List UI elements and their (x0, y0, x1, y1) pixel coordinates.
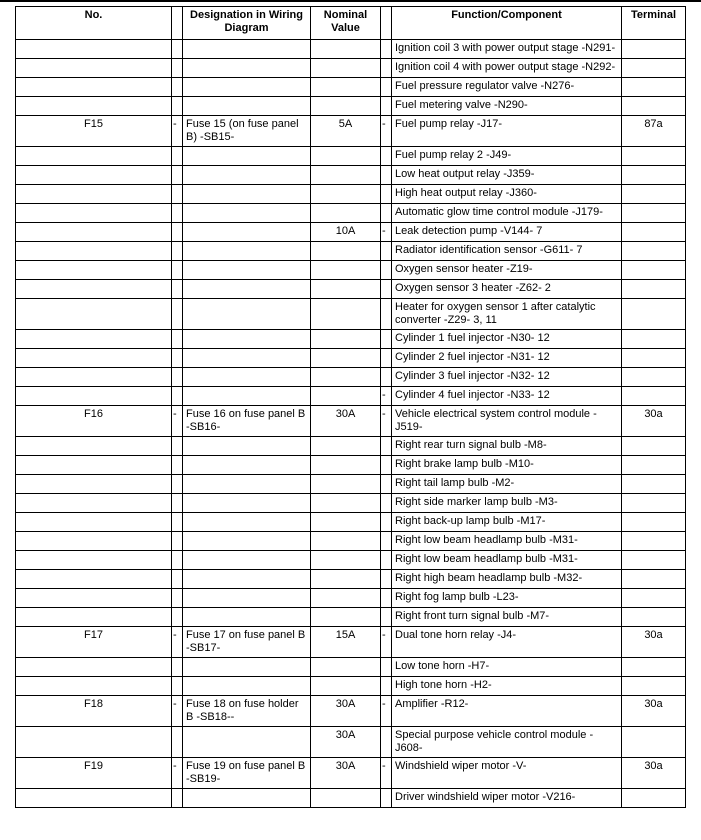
header-terminal: Terminal (622, 7, 686, 40)
cell-nominal-value (311, 513, 381, 532)
header-nominal-value: Nominal Value (311, 7, 381, 40)
cell-dash-1 (172, 608, 183, 627)
cell-nominal-value (311, 658, 381, 677)
cell-dash-1 (172, 299, 183, 330)
table-row (16, 456, 686, 475)
cell-function: High tone horn -H2- (392, 677, 622, 696)
cell-function: Oxygen sensor heater -Z19- (392, 261, 622, 280)
cell-terminal (622, 551, 686, 570)
cell-dash-2 (381, 475, 392, 494)
cell-function: Windshield wiper motor -V- (392, 758, 622, 789)
cell-no (16, 608, 172, 627)
cell-terminal (622, 299, 686, 330)
cell-no: F19 (16, 758, 172, 789)
cell-function: Right front turn signal bulb -M7- (392, 608, 622, 627)
cell-function: Right side marker lamp bulb -M3- (392, 494, 622, 513)
cell-dash-2 (381, 727, 392, 758)
table-row (16, 532, 686, 551)
cell-terminal (622, 789, 686, 808)
cell-dash-1 (172, 368, 183, 387)
cell-dash-1 (172, 330, 183, 349)
cell-dash-2 (381, 330, 392, 349)
cell-dash-2 (381, 147, 392, 166)
cell-nominal-value (311, 97, 381, 116)
table-row (16, 696, 686, 727)
cell-no (16, 658, 172, 677)
cell-no (16, 242, 172, 261)
table-body (16, 40, 686, 808)
cell-terminal (622, 475, 686, 494)
cell-function: Dual tone horn relay -J4- (392, 627, 622, 658)
cell-dash-1 (172, 59, 183, 78)
cell-nominal-value (311, 570, 381, 589)
cell-no: F18 (16, 696, 172, 727)
cell-function: Cylinder 3 fuel injector -N32- 12 (392, 368, 622, 387)
cell-nominal-value: 5A (311, 116, 381, 147)
cell-dash-2: - (381, 627, 392, 658)
header-designation: Designation in Wiring Diagram (183, 7, 311, 40)
cell-dash-2 (381, 437, 392, 456)
cell-terminal (622, 223, 686, 242)
cell-designation (183, 223, 311, 242)
cell-terminal (622, 59, 686, 78)
table-row (16, 758, 686, 789)
cell-terminal: 30a (622, 406, 686, 437)
cell-function: Fuel pressure regulator valve -N276- (392, 78, 622, 97)
cell-designation (183, 204, 311, 223)
cell-function: Cylinder 4 fuel injector -N33- 12 (392, 387, 622, 406)
cell-terminal (622, 727, 686, 758)
cell-dash-1 (172, 387, 183, 406)
cell-dash-1 (172, 570, 183, 589)
cell-terminal (622, 349, 686, 368)
table-row (16, 608, 686, 627)
table-row (16, 406, 686, 437)
header-no: No. (16, 7, 172, 40)
cell-terminal (622, 242, 686, 261)
cell-dash-2: - (381, 387, 392, 406)
cell-terminal (622, 204, 686, 223)
cell-function: Special purpose vehicle control module -J608- (392, 727, 622, 758)
cell-no (16, 261, 172, 280)
table-row (16, 789, 686, 808)
cell-terminal (622, 456, 686, 475)
cell-dash-2 (381, 59, 392, 78)
cell-nominal-value (311, 475, 381, 494)
cell-terminal (622, 532, 686, 551)
cell-designation: Fuse 18 on fuse holder B -SB18-- (183, 696, 311, 727)
top-rule (0, 0, 701, 2)
cell-no (16, 223, 172, 242)
table-row (16, 475, 686, 494)
cell-no (16, 40, 172, 59)
cell-nominal-value (311, 349, 381, 368)
table-row (16, 437, 686, 456)
cell-nominal-value (311, 40, 381, 59)
table-row (16, 627, 686, 658)
cell-dash-2 (381, 280, 392, 299)
cell-dash-1 (172, 456, 183, 475)
cell-dash-2 (381, 97, 392, 116)
cell-dash-2 (381, 456, 392, 475)
cell-nominal-value (311, 242, 381, 261)
cell-designation (183, 551, 311, 570)
cell-terminal (622, 166, 686, 185)
header-row (16, 7, 686, 40)
cell-dash-1 (172, 513, 183, 532)
cell-designation (183, 658, 311, 677)
cell-designation (183, 368, 311, 387)
cell-dash-2: - (381, 223, 392, 242)
cell-terminal (622, 437, 686, 456)
header-function: Function/Component (392, 7, 622, 40)
cell-nominal-value (311, 204, 381, 223)
cell-terminal: 87a (622, 116, 686, 147)
cell-nominal-value (311, 456, 381, 475)
cell-dash-1 (172, 677, 183, 696)
cell-dash-2 (381, 532, 392, 551)
cell-nominal-value (311, 280, 381, 299)
cell-dash-1 (172, 349, 183, 368)
cell-nominal-value (311, 589, 381, 608)
cell-nominal-value: 10A (311, 223, 381, 242)
cell-designation (183, 59, 311, 78)
cell-dash-1 (172, 97, 183, 116)
cell-dash-1 (172, 437, 183, 456)
cell-designation: Fuse 17 on fuse panel B -SB17- (183, 627, 311, 658)
table-row (16, 242, 686, 261)
cell-function: Oxygen sensor 3 heater -Z62- 2 (392, 280, 622, 299)
cell-dash-2 (381, 789, 392, 808)
table-row (16, 658, 686, 677)
cell-designation (183, 475, 311, 494)
cell-dash-1 (172, 589, 183, 608)
cell-nominal-value (311, 147, 381, 166)
cell-function: Right low beam headlamp bulb -M31- (392, 532, 622, 551)
cell-no (16, 532, 172, 551)
cell-dash-2 (381, 570, 392, 589)
cell-dash-1 (172, 223, 183, 242)
cell-designation (183, 608, 311, 627)
cell-designation (183, 789, 311, 808)
cell-dash-1 (172, 147, 183, 166)
cell-dash-2 (381, 185, 392, 204)
header-spacer-2 (381, 7, 392, 40)
cell-no (16, 456, 172, 475)
cell-no (16, 789, 172, 808)
cell-function: High heat output relay -J360- (392, 185, 622, 204)
cell-function: Right brake lamp bulb -M10- (392, 456, 622, 475)
cell-nominal-value (311, 387, 381, 406)
cell-no (16, 204, 172, 223)
cell-terminal (622, 513, 686, 532)
cell-function: Right tail lamp bulb -M2- (392, 475, 622, 494)
cell-dash-1 (172, 494, 183, 513)
cell-no (16, 330, 172, 349)
cell-function: Vehicle electrical system control module -J519- (392, 406, 622, 437)
cell-nominal-value (311, 677, 381, 696)
cell-dash-1 (172, 658, 183, 677)
cell-no (16, 185, 172, 204)
cell-function: Driver windshield wiper motor -V216- (392, 789, 622, 808)
cell-no (16, 147, 172, 166)
table-row (16, 513, 686, 532)
table-row (16, 204, 686, 223)
cell-designation (183, 242, 311, 261)
cell-no (16, 368, 172, 387)
cell-no: F15 (16, 116, 172, 147)
cell-designation: Fuse 19 on fuse panel B -SB19- (183, 758, 311, 789)
cell-terminal (622, 494, 686, 513)
cell-no (16, 589, 172, 608)
cell-no (16, 475, 172, 494)
cell-function: Right low beam headlamp bulb -M31- (392, 551, 622, 570)
cell-no: F17 (16, 627, 172, 658)
cell-no (16, 78, 172, 97)
cell-function: Low tone horn -H7- (392, 658, 622, 677)
cell-no (16, 387, 172, 406)
cell-dash-1 (172, 727, 183, 758)
cell-dash-1 (172, 789, 183, 808)
cell-function: Automatic glow time control module -J179- (392, 204, 622, 223)
table-row (16, 223, 686, 242)
cell-dash-2 (381, 166, 392, 185)
cell-terminal (622, 78, 686, 97)
cell-nominal-value (311, 368, 381, 387)
cell-nominal-value (311, 330, 381, 349)
cell-designation (183, 97, 311, 116)
cell-terminal: 30a (622, 627, 686, 658)
cell-no (16, 437, 172, 456)
cell-dash-2: - (381, 116, 392, 147)
cell-dash-2 (381, 40, 392, 59)
cell-terminal (622, 97, 686, 116)
cell-dash-1 (172, 280, 183, 299)
cell-terminal (622, 261, 686, 280)
cell-no (16, 494, 172, 513)
cell-nominal-value (311, 185, 381, 204)
cell-dash-1: - (172, 758, 183, 789)
cell-function: Right back-up lamp bulb -M17- (392, 513, 622, 532)
cell-dash-2 (381, 551, 392, 570)
cell-terminal (622, 387, 686, 406)
table-row (16, 59, 686, 78)
cell-no (16, 677, 172, 696)
cell-no (16, 97, 172, 116)
cell-dash-1: - (172, 116, 183, 147)
cell-no (16, 59, 172, 78)
cell-no (16, 280, 172, 299)
cell-function: Right fog lamp bulb -L23- (392, 589, 622, 608)
cell-dash-1 (172, 40, 183, 59)
cell-dash-1 (172, 166, 183, 185)
cell-dash-1 (172, 475, 183, 494)
table-row (16, 147, 686, 166)
table-row (16, 387, 686, 406)
cell-designation (183, 280, 311, 299)
cell-nominal-value: 30A (311, 727, 381, 758)
cell-no (16, 551, 172, 570)
cell-dash-2 (381, 368, 392, 387)
cell-no (16, 299, 172, 330)
cell-dash-1 (172, 78, 183, 97)
cell-terminal (622, 280, 686, 299)
cell-nominal-value (311, 532, 381, 551)
cell-dash-2 (381, 658, 392, 677)
cell-no (16, 727, 172, 758)
cell-nominal-value (311, 166, 381, 185)
cell-function: Ignition coil 4 with power output stage -N292- (392, 59, 622, 78)
cell-dash-2: - (381, 758, 392, 789)
cell-dash-1 (172, 261, 183, 280)
cell-no (16, 513, 172, 532)
cell-designation (183, 677, 311, 696)
cell-designation (183, 437, 311, 456)
cell-function: Cylinder 1 fuel injector -N30- 12 (392, 330, 622, 349)
cell-terminal (622, 330, 686, 349)
table-row (16, 589, 686, 608)
table-row (16, 280, 686, 299)
cell-dash-1 (172, 532, 183, 551)
cell-designation (183, 299, 311, 330)
header-spacer-1 (172, 7, 183, 40)
cell-dash-2 (381, 299, 392, 330)
cell-dash-2 (381, 589, 392, 608)
table-row (16, 551, 686, 570)
cell-terminal: 30a (622, 696, 686, 727)
cell-function: Cylinder 2 fuel injector -N31- 12 (392, 349, 622, 368)
cell-designation (183, 349, 311, 368)
cell-designation (183, 727, 311, 758)
table-row (16, 368, 686, 387)
cell-dash-2: - (381, 406, 392, 437)
cell-terminal (622, 40, 686, 59)
cell-nominal-value (311, 789, 381, 808)
table-row (16, 727, 686, 758)
cell-nominal-value (311, 608, 381, 627)
table-row (16, 570, 686, 589)
cell-designation (183, 513, 311, 532)
cell-designation (183, 166, 311, 185)
cell-nominal-value (311, 299, 381, 330)
cell-nominal-value: 30A (311, 696, 381, 727)
cell-no (16, 166, 172, 185)
cell-dash-2 (381, 78, 392, 97)
cell-nominal-value: 30A (311, 406, 381, 437)
cell-dash-1 (172, 242, 183, 261)
cell-designation: Fuse 16 on fuse panel B -SB16- (183, 406, 311, 437)
cell-nominal-value: 15A (311, 627, 381, 658)
cell-function: Low heat output relay -J359- (392, 166, 622, 185)
cell-terminal (622, 147, 686, 166)
cell-designation (183, 78, 311, 97)
cell-designation (183, 261, 311, 280)
cell-function: Fuel pump relay -J17- (392, 116, 622, 147)
cell-terminal (622, 368, 686, 387)
cell-terminal (622, 185, 686, 204)
cell-nominal-value (311, 78, 381, 97)
cell-dash-1: - (172, 627, 183, 658)
cell-designation (183, 494, 311, 513)
table-row (16, 40, 686, 59)
cell-dash-2 (381, 261, 392, 280)
cell-function: Right rear turn signal bulb -M8- (392, 437, 622, 456)
cell-dash-1 (172, 185, 183, 204)
table-row (16, 349, 686, 368)
cell-designation (183, 185, 311, 204)
cell-dash-1: - (172, 406, 183, 437)
cell-designation: Fuse 15 (on fuse panel B) -SB15- (183, 116, 311, 147)
cell-dash-2: - (381, 696, 392, 727)
cell-terminal (622, 658, 686, 677)
cell-dash-2 (381, 494, 392, 513)
cell-dash-1 (172, 204, 183, 223)
table-row (16, 116, 686, 147)
cell-dash-2 (381, 349, 392, 368)
cell-designation (183, 589, 311, 608)
cell-terminal (622, 589, 686, 608)
cell-designation (183, 532, 311, 551)
cell-nominal-value (311, 437, 381, 456)
cell-nominal-value (311, 494, 381, 513)
cell-designation (183, 387, 311, 406)
table-row (16, 677, 686, 696)
cell-dash-1 (172, 551, 183, 570)
cell-dash-2 (381, 242, 392, 261)
cell-function: Radiator identification sensor -G611- 7 (392, 242, 622, 261)
cell-terminal (622, 570, 686, 589)
table-row (16, 299, 686, 330)
cell-terminal (622, 677, 686, 696)
cell-function: Heater for oxygen sensor 1 after catalytic converter -Z29- 3, 11 (392, 299, 622, 330)
cell-nominal-value: 30A (311, 758, 381, 789)
cell-dash-2 (381, 513, 392, 532)
cell-designation (183, 40, 311, 59)
cell-nominal-value (311, 59, 381, 78)
cell-no (16, 570, 172, 589)
table-row (16, 494, 686, 513)
cell-function: Ignition coil 3 with power output stage -N291- (392, 40, 622, 59)
cell-nominal-value (311, 261, 381, 280)
table-row (16, 261, 686, 280)
cell-function: Leak detection pump -V144- 7 (392, 223, 622, 242)
table-row (16, 166, 686, 185)
table-row (16, 185, 686, 204)
fuse-table (15, 6, 686, 808)
cell-no: F16 (16, 406, 172, 437)
cell-terminal: 30a (622, 758, 686, 789)
cell-function: Fuel pump relay 2 -J49- (392, 147, 622, 166)
cell-function: Amplifier -R12- (392, 696, 622, 727)
cell-nominal-value (311, 551, 381, 570)
cell-dash-2 (381, 608, 392, 627)
cell-function: Fuel metering valve -N290- (392, 97, 622, 116)
table-row (16, 330, 686, 349)
cell-function: Right high beam headlamp bulb -M32- (392, 570, 622, 589)
cell-designation (183, 570, 311, 589)
cell-designation (183, 330, 311, 349)
cell-designation (183, 456, 311, 475)
table-row (16, 97, 686, 116)
cell-no (16, 349, 172, 368)
cell-terminal (622, 608, 686, 627)
cell-dash-2 (381, 677, 392, 696)
cell-dash-2 (381, 204, 392, 223)
cell-dash-1: - (172, 696, 183, 727)
table-row (16, 78, 686, 97)
cell-designation (183, 147, 311, 166)
